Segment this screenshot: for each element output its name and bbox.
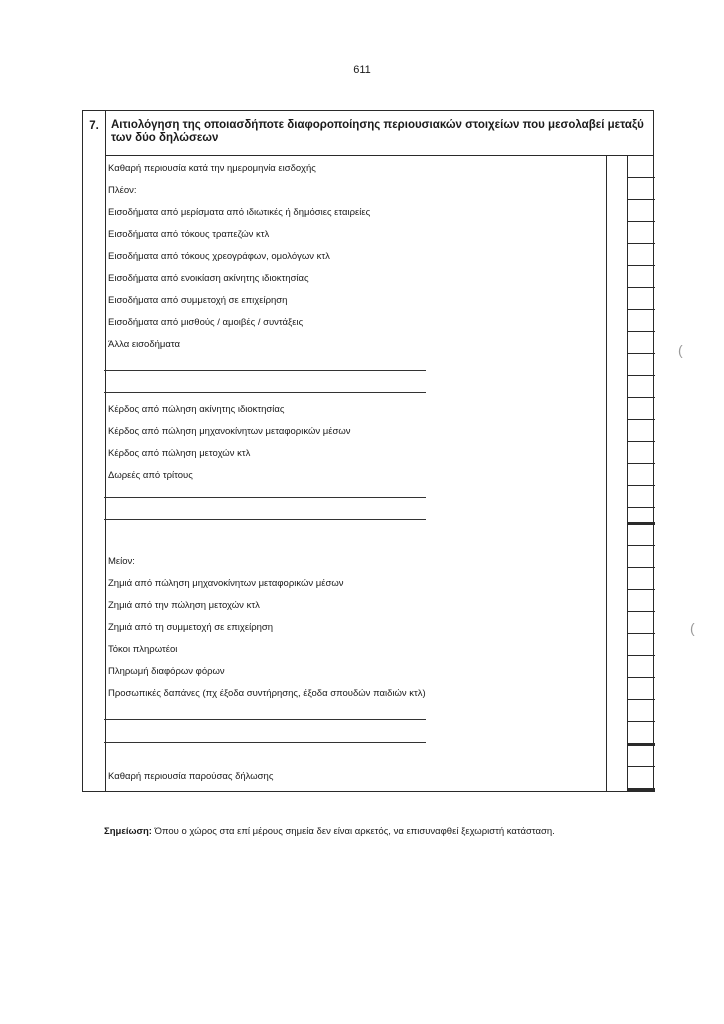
section-number: 7. [89,120,99,132]
row-personal-expenses: Προσωπικές δαπάνες (πχ έξοδα συντήρησης, έξοδα σπουδών παιδιών κτλ) [108,688,426,699]
row-minus-heading: Μείον: [108,556,135,567]
row-income-bond-interest: Εισοδήματα από τόκους χρεογράφων, ομολόγων κτλ [108,251,330,262]
amount-subtotal-line [627,743,655,746]
row-income-rent: Εισοδήματα από ενοικίαση ακίνητης ιδιοκτησίας [108,273,309,284]
section-number-column [83,111,106,791]
amount-cell-line [627,463,655,464]
row-loss-business: Ζημιά από τη συμμετοχή σε επιχείρηση [108,622,274,633]
row-loss-shares: Ζημιά από την πώληση μετοχών κτλ [108,600,260,611]
amount-cell-line [627,589,655,590]
section-title-line-2: των δύο δηλώσεων [111,132,219,144]
row-gain-shares: Κέρδος από πώληση μετοχών κτλ [108,448,251,459]
row-gifts: Δωρεές από τρίτους [108,470,193,481]
row-plus-heading: Πλέον: [108,185,137,196]
row-income-other: Άλλα εισοδήματα [108,339,180,350]
scan-margin-mark: ( [678,342,683,358]
blank-entry-line[interactable] [104,370,426,371]
row-income-bank-interest: Εισοδήματα από τόκους τραπεζών κτλ [108,229,270,240]
footnote-text: Όπου ο χώρος στα επί μέρους σημεία δεν είναι αρκετός, να επισυναφθεί ξεχωριστή κατάσταση. [154,826,555,837]
amount-cell-line [627,633,655,634]
row-interest-paid: Τόκοι πληρωτέοι [108,644,178,655]
row-income-salaries: Εισοδήματα από μισθούς / αμοιβές / συντάξεις [108,317,304,328]
amount-column-divider [606,155,607,791]
amount-cell-line [627,677,655,678]
amount-cell-line [627,699,655,700]
row-opening-net-assets: Καθαρή περιουσία κατά την ημερομηνία εισδοχής [108,163,316,174]
row-gain-vehicles: Κέρδος από πώληση μηχανοκίνητων μεταφορικών μέσων [108,426,351,437]
blank-entry-line[interactable] [104,719,426,720]
amount-cell-line [627,485,655,486]
amount-cell-line [627,309,655,310]
blank-entry-line[interactable] [104,497,426,498]
row-income-dividends: Εισοδήματα από μερίσματα από ιδιωτικές ή δημόσιες εταιρείες [108,207,371,218]
amount-cell-line [627,287,655,288]
amount-cell-line [627,721,655,722]
amount-cell-line [627,397,655,398]
amount-cell-line [627,353,655,354]
amount-cell-line [627,545,655,546]
amount-cell-line [627,221,655,222]
section-header [105,111,653,156]
row-gain-property: Κέρδος από πώληση ακίνητης ιδιοκτησίας [108,404,285,415]
blank-entry-line[interactable] [104,519,426,520]
row-taxes-paid: Πληρωμή διαφόρων φόρων [108,666,225,677]
amount-cell-line [627,766,655,767]
blank-entry-line[interactable] [104,392,426,393]
amount-cell-line [627,375,655,376]
amount-cell-line [627,567,655,568]
section-title [111,119,659,145]
blank-entry-line[interactable] [104,742,426,743]
amount-cell-line [627,441,655,442]
scan-margin-mark: ( [690,620,695,636]
amount-column-left-border [627,155,628,791]
amount-cell-line [627,243,655,244]
amount-cell-line [627,199,655,200]
amount-subtotal-line [627,522,655,525]
row-income-business: Εισοδήματα από συμμετοχή σε επιχείρηση [108,295,288,306]
amount-cell-line [627,331,655,332]
amount-cell-line [627,265,655,266]
row-loss-vehicles: Ζημιά από πώληση μηχανοκίνητων μεταφορικών μέσων [108,578,344,589]
amount-total-line [627,788,655,792]
footnote [104,826,555,837]
section-title-line-1: Αιτιολόγηση της οποιασδήποτε διαφοροποίησης περιουσιακών στοιχείων που μεσολαβεί μεταξύ [111,119,644,131]
amount-cell-line [627,655,655,656]
amount-cell-line [627,177,655,178]
amount-cell-line [627,611,655,612]
page-number: 611 [353,64,371,76]
amount-cell-line [627,419,655,420]
amount-cell-line [627,507,655,508]
footnote-label: Σημείωση: [104,826,152,837]
row-closing-net-assets: Καθαρή περιουσία παρούσας δήλωσης [108,771,274,782]
